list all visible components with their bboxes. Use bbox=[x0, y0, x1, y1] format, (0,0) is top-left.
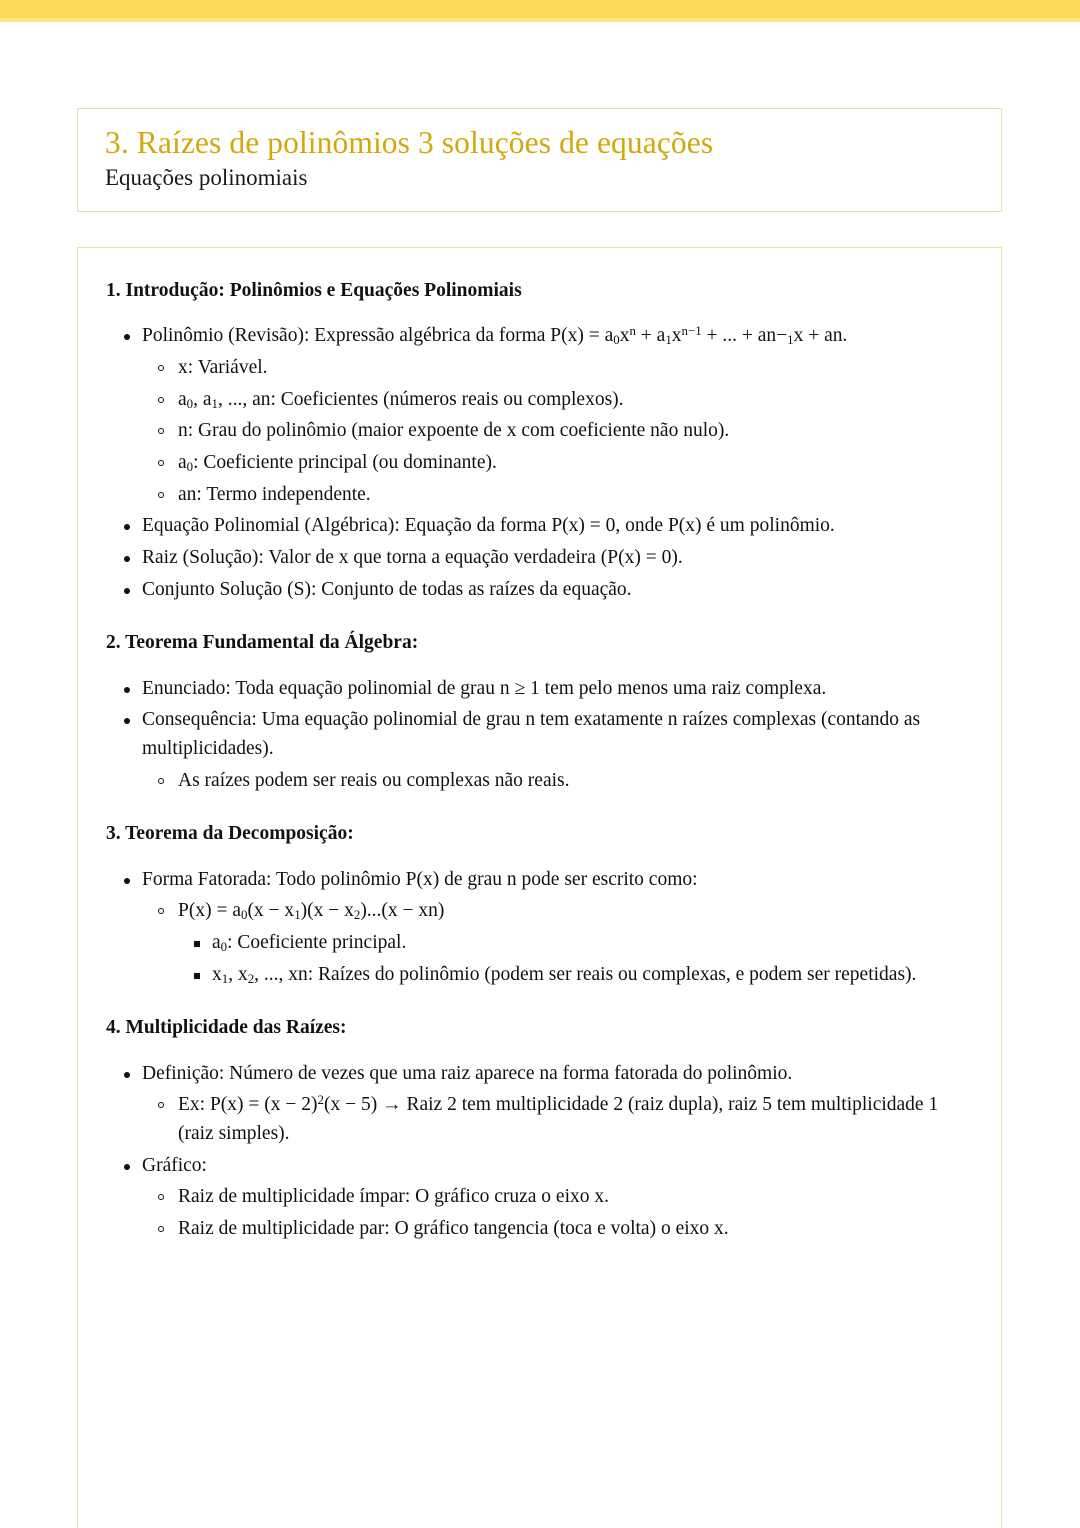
list-item bbox=[142, 1215, 975, 1244]
bullet-list-level-2 bbox=[142, 897, 975, 989]
sections-container bbox=[106, 278, 975, 1243]
list-item-text: Equação Polinomial (Algébrica): Equação da forma P(x) = 0, onde P(x) é um polinômio. bbox=[142, 515, 835, 537]
list-item bbox=[142, 354, 975, 383]
title-card bbox=[77, 108, 1002, 212]
list-item-text: $a_0$, $a_1$, ..., an: Coeficientes (números reais ou complexos). bbox=[178, 388, 624, 411]
list-item-text: Raiz de multiplicidade ímpar: O gráfico cruza o eixo x. bbox=[178, 1186, 610, 1208]
section bbox=[106, 821, 975, 989]
bullet-list-level-1 bbox=[106, 675, 975, 796]
bullet-list-level-3 bbox=[178, 929, 975, 989]
list-item-text: Forma Fatorada: Todo polinômio P(x) de grau n pode ser escrito como: bbox=[142, 868, 698, 890]
bullet-list-level-2 bbox=[142, 1091, 975, 1148]
list-item bbox=[106, 544, 975, 573]
list-item bbox=[142, 386, 975, 415]
list-item-text: x: Variável. bbox=[178, 357, 268, 378]
page-subtitle: Equações polinomiais bbox=[105, 165, 308, 191]
section-heading: 2. Teorema Fundamental da Álgebra: bbox=[106, 632, 419, 654]
list-item bbox=[106, 706, 975, 795]
top-decorative-band-accent bbox=[0, 18, 1080, 22]
bullet-list-level-1 bbox=[106, 322, 975, 604]
section-heading: 4. Multiplicidade das Raízes: bbox=[106, 1017, 347, 1039]
list-item-text: Enunciado: Toda equação polinomial de grau n ≥ 1 tem pelo menos uma raiz complexa. bbox=[142, 677, 827, 699]
list-item bbox=[142, 767, 975, 796]
list-item bbox=[142, 481, 975, 510]
list-item bbox=[106, 675, 975, 704]
list-item-text: Conjunto Solução (S): Conjunto de todas as raízes da equação. bbox=[142, 578, 632, 600]
page-title: 3. Raízes de polinômios 3 soluções de equações bbox=[105, 125, 714, 160]
list-item-text: Raiz de multiplicidade par: O gráfico tangencia (toca e volta) o eixo x. bbox=[178, 1217, 729, 1239]
section bbox=[106, 1015, 975, 1243]
list-item bbox=[178, 961, 975, 990]
list-item-text: Definição: Número de vezes que uma raiz aparece na forma fatorada do polinômio. bbox=[142, 1062, 793, 1084]
list-item bbox=[142, 1183, 975, 1212]
bullet-list-level-1 bbox=[106, 866, 975, 990]
list-item bbox=[106, 866, 975, 990]
list-item-text: $P(x) = a_0(x - x_1)(x - x_2)...(x - xn)$ bbox=[178, 900, 445, 923]
list-item-text: $a_0$: Coeficiente principal. bbox=[212, 931, 407, 954]
list-item-text: Gráfico: bbox=[142, 1154, 207, 1176]
list-item bbox=[178, 929, 975, 958]
list-item bbox=[142, 417, 975, 446]
section-heading: 1. Introdução: Polinômios e Equações Polinomiais bbox=[106, 280, 522, 301]
bullet-list-level-2 bbox=[142, 354, 975, 509]
list-item bbox=[106, 1152, 975, 1244]
content-card bbox=[77, 247, 1002, 1528]
section bbox=[106, 630, 975, 795]
list-item-text: As raízes podem ser reais ou complexas não reais. bbox=[178, 769, 570, 791]
top-decorative-band bbox=[0, 0, 1080, 18]
bullet-list-level-2 bbox=[142, 1183, 975, 1243]
list-item-text: Consequência: Uma equação polinomial de grau n tem exatamente n raízes complexas (contando as multiplicidades). bbox=[142, 709, 921, 759]
list-item bbox=[106, 1060, 975, 1149]
bullet-list-level-1 bbox=[106, 1060, 975, 1244]
list-item-text: Polinômio (Revisão): Expressão algébrica da forma $P(x) = a_0x^n + a_1x^{n-1}$ + ... + $an-_1x$ + an. bbox=[142, 324, 848, 348]
list-item bbox=[142, 897, 975, 989]
list-item-text: Raiz (Solução): Valor de x que torna a equação verdadeira (P(x) = 0). bbox=[142, 546, 683, 568]
section-heading: 3. Teorema da Decomposição: bbox=[106, 823, 354, 845]
list-item-text: n: Grau do polinômio (maior expoente de x com coeficiente não nulo). bbox=[178, 420, 730, 442]
list-item-text: $a_0$: Coeficiente principal (ou dominante). bbox=[178, 451, 497, 474]
section bbox=[106, 278, 975, 604]
list-item bbox=[106, 576, 975, 605]
list-item bbox=[106, 512, 975, 541]
list-item bbox=[106, 322, 975, 509]
list-item bbox=[142, 449, 975, 478]
list-item bbox=[142, 1091, 975, 1148]
bullet-list-level-2 bbox=[142, 767, 975, 796]
list-item-text: $x_1$, $x_2$, ..., xn: Raízes do polinômio (podem ser reais ou complexas, e podem ser repetidas). bbox=[212, 963, 917, 986]
list-item-text: Ex: $P(x) = (x - 2)^2(x - 5)$ → Raiz 2 tem multiplicidade 2 (raiz dupla), raiz 5 tem multiplicidade 1 (raiz simples). bbox=[178, 1093, 939, 1144]
list-item-text: an: Termo independente. bbox=[178, 483, 371, 505]
